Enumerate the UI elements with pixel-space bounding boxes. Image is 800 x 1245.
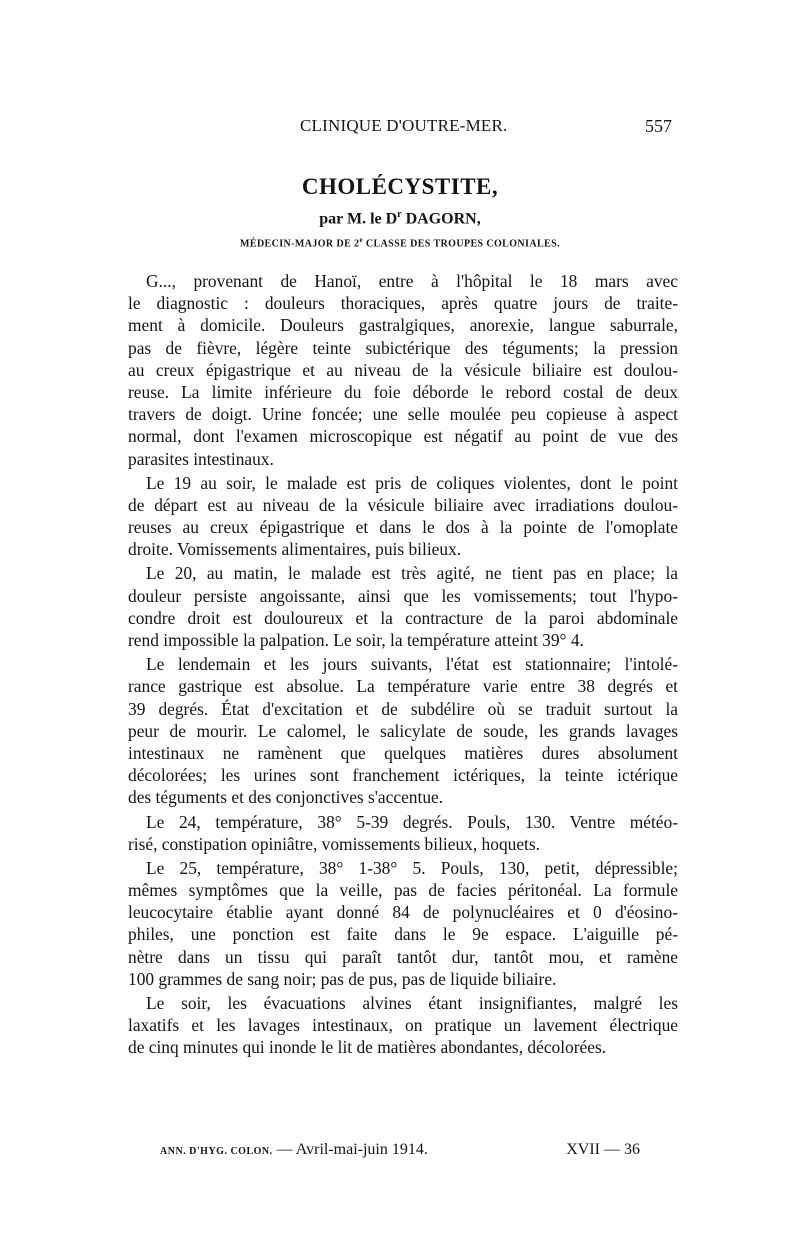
text-line: de départ est au niveau de la vésicule biliaire avec irradiations doulou-	[128, 494, 678, 515]
text-line: pas de fièvre, légère teinte subictérique des téguments; la pression	[128, 337, 678, 358]
affiliation-suffix: CLASSE DES TROUPES COLONIALES.	[362, 238, 560, 250]
text-line: peur de mourir. Le calomel, le salicylate de soude, les grands lavages	[128, 720, 678, 741]
text-line: reuse. La limite inférieure du foie déborde le rebord costal de deux	[128, 381, 678, 402]
page-number: 557	[645, 116, 672, 136]
byline-superscript: r	[397, 209, 402, 220]
article-title: CHOLÉCYSTITE,	[301, 174, 499, 199]
text-line: Le 25, température, 38° 1-38° 5. Pouls, 130, petit, dépressible;	[146, 857, 678, 878]
text-line: 100 grammes de sang noir; pas de pus, pas de liquide biliaire.	[128, 968, 557, 989]
text-line: philes, une ponction est faite dans le 9e espace. L'aiguille pé-	[128, 924, 678, 945]
paragraph	[128, 472, 678, 561]
affiliation-prefix: MÉDECIN-MAJOR DE 2	[240, 238, 360, 250]
text-line: le diagnostic : douleurs thoraciques, après quatre jours de traite-	[128, 293, 678, 314]
running-title: CLINIQUE D'OUTRE-MER.	[300, 116, 508, 135]
text-line: rend impossible la palpation. Le soir, la température atteint 39° 4.	[128, 630, 584, 650]
text-line: Le 19 au soir, le malade est pris de coliques violentes, dont le point	[146, 472, 678, 493]
text-line: de cinq minutes qui inonde le lit de matières abondantes, décolorées.	[128, 1037, 607, 1058]
text-line: leucocytaire établie ayant donné 84 de polynucléaires et 0 d'éosino-	[128, 902, 678, 923]
text-line: mêmes symptômes que la veille, pas de facies péritonéal. La formule	[128, 880, 678, 901]
text-line: Le 24, température, 38° 5-39 degrés. Pouls, 130. Ventre météo-	[146, 811, 678, 832]
text-line: ment à domicile. Douleurs gastralgiques, anorexie, langue saburrale,	[128, 315, 678, 336]
text-line: parasites intestinaux.	[128, 448, 274, 469]
page-footer	[160, 1141, 640, 1159]
paragraph	[128, 811, 678, 855]
byline-author: DAGORN,	[401, 210, 481, 228]
text-line: rance gastrique est absolue. La température varie entre 38 degrés et	[128, 676, 678, 697]
byline-prefix: par M. le D	[319, 210, 398, 228]
text-line: au creux épigastrique et au niveau de la vésicule biliaire est doulou-	[128, 359, 678, 380]
paragraph	[128, 562, 678, 651]
text-line: risé, constipation opiniâtre, vomissements bilieux, hoquets.	[128, 833, 541, 854]
text-line: droite. Vomissements alimentaires, puis bilieux.	[128, 539, 462, 560]
text-line: des téguments et des conjonctives s'accentue.	[128, 787, 444, 808]
text-line: 39 degrés. État d'excitation et de subdélire où se traduit surtout la	[128, 698, 678, 719]
text-line: Le lendemain et les jours suivants, l'état est stationnaire; l'intolé-	[146, 654, 678, 675]
journal-issue: — Avril-mai-juin 1914.	[272, 1141, 428, 1158]
paragraph	[128, 857, 678, 990]
text-line: Le soir, les évacuations alvines étant insignifiantes, malgré les	[146, 993, 678, 1013]
text-line: nètre dans un tissu qui paraît tantôt dur, tantôt mou, et ramène	[128, 946, 678, 967]
text-line: laxatifs et les lavages intestinaux, on pratique un lavement électrique	[128, 1015, 678, 1036]
affiliation-superscript: e	[359, 236, 363, 244]
paragraph	[128, 653, 678, 808]
text-line: douleur persiste angoissante, ainsi que les vomissements; tout l'hypo-	[128, 585, 678, 606]
text-line: décolorées; les urines sont franchement ictériques, la teinte ictérique	[128, 765, 678, 786]
text-line: reuses au creux épigastrique et dans le dos à la pointe de l'omoplate	[128, 517, 678, 538]
text-line: G..., provenant de Hanoï, entre à l'hôpital le 18 mars avec	[146, 271, 678, 291]
byline	[0, 209, 800, 228]
text-line: Le 20, au matin, le malade est très agité, ne tient pas en place; la	[146, 563, 678, 584]
volume-page-reference: XVII — 36	[566, 1141, 640, 1158]
text-line: travers de doigt. Urine foncée; une selle moulée peu copieuse à aspect	[128, 404, 678, 425]
paragraph	[128, 992, 678, 1059]
paragraph	[128, 270, 678, 470]
text-line: condre droit est douloureux et la contracture de la paroi abdominale	[128, 607, 678, 628]
article-body	[128, 270, 678, 1061]
text-line: normal, dont l'examen microscopique est négatif au point de vue des	[128, 426, 678, 447]
journal-abbreviation: ANN. D'HYG. COLON.	[160, 1146, 273, 1157]
author-affiliation	[0, 236, 800, 249]
text-line: intestinaux ne ramènent que quelques matières dures absolument	[128, 742, 678, 763]
